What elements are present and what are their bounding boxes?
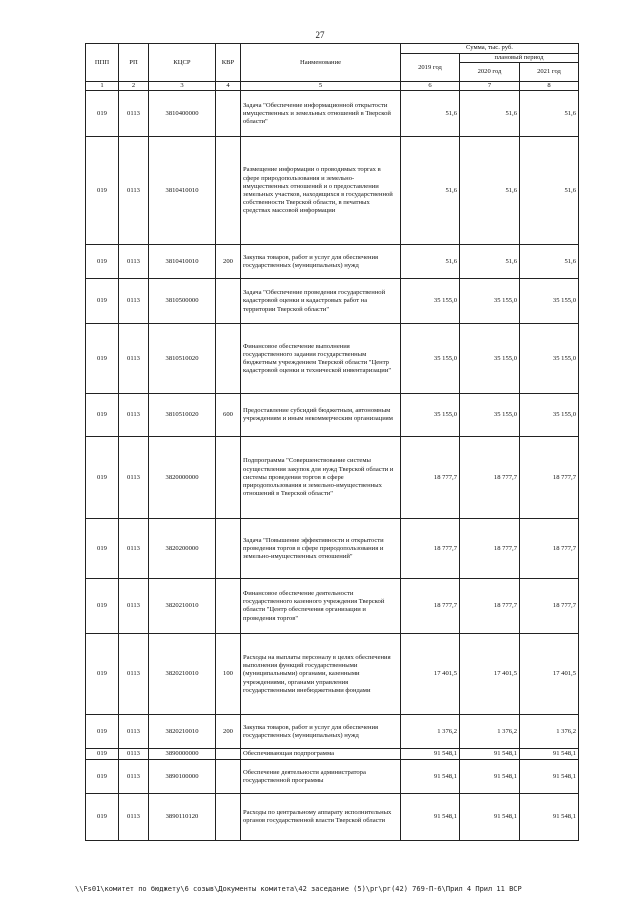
cell-2019: 18 777,7	[401, 519, 460, 579]
cell-2021: 91 548,1	[520, 760, 579, 794]
cell-2021: 35 155,0	[520, 324, 579, 394]
column-index: 3	[149, 82, 216, 91]
table-row	[86, 749, 579, 760]
cell-rp: 0113	[119, 634, 149, 715]
cell-rp: 0113	[119, 245, 149, 279]
cell-kvr	[216, 91, 241, 137]
cell-kcsr: 3810510020	[149, 324, 216, 394]
cell-ppp: 019	[86, 794, 119, 841]
cell-2020: 91 548,1	[460, 794, 520, 841]
cell-rp: 0113	[119, 137, 149, 245]
cell-kvr	[216, 579, 241, 634]
cell-2019: 51,6	[401, 137, 460, 245]
table-row	[86, 579, 579, 634]
cell-name: Обеспечение деятельности администратора государственной программы	[241, 760, 401, 794]
cell-2020: 91 548,1	[460, 760, 520, 794]
cell-ppp: 019	[86, 245, 119, 279]
cell-kcsr: 3810400000	[149, 91, 216, 137]
table-row	[86, 715, 579, 749]
cell-2021: 91 548,1	[520, 749, 579, 760]
cell-name: Задача "Обеспечение информационной открытости имущественных и земельных отношений в Тверской области"	[241, 91, 401, 137]
cell-name: Закупка товаров, работ и услуг для обеспечения государственных (муниципальных) нужд	[241, 715, 401, 749]
cell-2019: 1 376,2	[401, 715, 460, 749]
cell-name: Задача "Обеспечение проведения государственной кадастровой оценки и кадастровых работ на территории Тверской области"	[241, 279, 401, 324]
table-row	[86, 519, 579, 579]
cell-ppp: 019	[86, 519, 119, 579]
column-index: 6	[401, 82, 460, 91]
cell-ppp: 019	[86, 91, 119, 137]
cell-kvr	[216, 279, 241, 324]
cell-2019: 51,6	[401, 245, 460, 279]
cell-2021: 51,6	[520, 91, 579, 137]
header-year-2021: 2021 год	[520, 63, 579, 82]
cell-2020: 35 155,0	[460, 324, 520, 394]
cell-ppp: 019	[86, 749, 119, 760]
header-name: Наименование	[241, 44, 401, 82]
cell-kvr	[216, 760, 241, 794]
cell-rp: 0113	[119, 579, 149, 634]
table-row	[86, 137, 579, 245]
cell-kcsr: 3820210010	[149, 634, 216, 715]
table-row	[86, 760, 579, 794]
cell-ppp: 019	[86, 279, 119, 324]
header-ppp: ППП	[86, 44, 119, 82]
cell-2021: 51,6	[520, 137, 579, 245]
table-row	[86, 279, 579, 324]
cell-ppp: 019	[86, 715, 119, 749]
cell-ppp: 019	[86, 634, 119, 715]
cell-2019: 91 548,1	[401, 760, 460, 794]
cell-2020: 51,6	[460, 245, 520, 279]
cell-2020: 35 155,0	[460, 394, 520, 437]
cell-kvr: 200	[216, 715, 241, 749]
cell-kvr	[216, 749, 241, 760]
cell-2020: 1 376,2	[460, 715, 520, 749]
cell-rp: 0113	[119, 794, 149, 841]
cell-kcsr: 3820200000	[149, 519, 216, 579]
cell-kvr: 600	[216, 394, 241, 437]
cell-name: Размещение информации о проводимых торгах в сфере природопользования и земельно-имущественных отношений и о предоставлении земельных участков, находящихся в государственной собственности Тверской области, в печатных средствах массовой информации	[241, 137, 401, 245]
column-index: 8	[520, 82, 579, 91]
header-year-2019: 2019 год	[401, 54, 460, 82]
cell-2019: 35 155,0	[401, 279, 460, 324]
cell-2021: 18 777,7	[520, 437, 579, 519]
cell-kvr	[216, 437, 241, 519]
cell-kcsr: 3810410010	[149, 245, 216, 279]
cell-rp: 0113	[119, 519, 149, 579]
cell-kcsr: 3890110120	[149, 794, 216, 841]
cell-rp: 0113	[119, 715, 149, 749]
cell-2020: 18 777,7	[460, 519, 520, 579]
table-row	[86, 245, 579, 279]
cell-kvr: 100	[216, 634, 241, 715]
cell-2020: 18 777,7	[460, 437, 520, 519]
cell-2021: 35 155,0	[520, 394, 579, 437]
cell-kvr	[216, 519, 241, 579]
cell-kcsr: 3820210010	[149, 715, 216, 749]
cell-name: Финансовое обеспечение деятельности государственного казенного учреждения Тверской области "Центр обеспечения организации и проведения торгов"	[241, 579, 401, 634]
column-index: 2	[119, 82, 149, 91]
cell-2019: 18 777,7	[401, 579, 460, 634]
cell-2020: 17 401,5	[460, 634, 520, 715]
table-row	[86, 634, 579, 715]
cell-ppp: 019	[86, 394, 119, 437]
cell-kvr: 200	[216, 245, 241, 279]
cell-ppp: 019	[86, 324, 119, 394]
header-kvr: КВР	[216, 44, 241, 82]
header-kcsr: КЦСР	[149, 44, 216, 82]
cell-rp: 0113	[119, 324, 149, 394]
cell-2021: 51,6	[520, 245, 579, 279]
cell-2019: 35 155,0	[401, 324, 460, 394]
cell-2019: 17 401,5	[401, 634, 460, 715]
budget-table	[85, 43, 579, 841]
cell-2019: 91 548,1	[401, 794, 460, 841]
cell-kvr	[216, 324, 241, 394]
table-row	[86, 91, 579, 137]
table-row	[86, 794, 579, 841]
cell-2021: 91 548,1	[520, 794, 579, 841]
table-row	[86, 437, 579, 519]
cell-ppp: 019	[86, 437, 119, 519]
cell-2020: 18 777,7	[460, 579, 520, 634]
cell-name: Подпрограмма "Совершенствование системы осуществления закупок для нужд Тверской области и системы проведения торгов в сфере природопользования и земельно-имущественных отношений в Тверской области"	[241, 437, 401, 519]
column-index: 1	[86, 82, 119, 91]
cell-rp: 0113	[119, 760, 149, 794]
cell-name: Предоставление субсидий бюджетным, автономным учреждениям и иным некоммерческим организациям	[241, 394, 401, 437]
cell-2019: 51,6	[401, 91, 460, 137]
cell-2021: 17 401,5	[520, 634, 579, 715]
column-index-row	[86, 82, 579, 91]
cell-2019: 91 548,1	[401, 749, 460, 760]
header-sum: Сумма, тыс. руб.	[401, 44, 579, 54]
header-rp: РП	[119, 44, 149, 82]
cell-name: Задача "Повышение эффективности и открытости проведения торгов в сфере природопользования и земельно-имущественных отношений"	[241, 519, 401, 579]
cell-kvr	[216, 137, 241, 245]
cell-ppp: 019	[86, 579, 119, 634]
cell-kvr	[216, 794, 241, 841]
column-index: 5	[241, 82, 401, 91]
cell-name: Закупка товаров, работ и услуг для обеспечения государственных (муниципальных) нужд	[241, 245, 401, 279]
cell-name: Расходы по центральному аппарату исполнительных органов государственной власти Тверской области	[241, 794, 401, 841]
table-row	[86, 324, 579, 394]
cell-name: Финансовое обеспечение выполнения государственного задания государственным бюджетным учреждением Тверской области "Центр кадастровой оценки и технической инвентаризации"	[241, 324, 401, 394]
cell-rp: 0113	[119, 394, 149, 437]
cell-kcsr: 3810410010	[149, 137, 216, 245]
cell-2019: 35 155,0	[401, 394, 460, 437]
column-index: 7	[460, 82, 520, 91]
cell-name: Расходы на выплаты персоналу в целях обеспечения выполнения функций государственными (муниципальными) органами, казенными учреждениями, органами управления государственными внебюджетными фондами	[241, 634, 401, 715]
header-plan-period: плановый период	[460, 54, 579, 63]
cell-2021: 18 777,7	[520, 519, 579, 579]
cell-2021: 35 155,0	[520, 279, 579, 324]
header-year-2020: 2020 год	[460, 63, 520, 82]
cell-2020: 91 548,1	[460, 749, 520, 760]
cell-ppp: 019	[86, 760, 119, 794]
cell-kcsr: 3820000000	[149, 437, 216, 519]
cell-2020: 51,6	[460, 91, 520, 137]
cell-2021: 1 376,2	[520, 715, 579, 749]
cell-2020: 51,6	[460, 137, 520, 245]
cell-kcsr: 3820210010	[149, 579, 216, 634]
cell-rp: 0113	[119, 91, 149, 137]
cell-kcsr: 3810510020	[149, 394, 216, 437]
cell-rp: 0113	[119, 437, 149, 519]
cell-2019: 18 777,7	[401, 437, 460, 519]
cell-kcsr: 3890100000	[149, 760, 216, 794]
cell-kcsr: 3810500000	[149, 279, 216, 324]
cell-2020: 35 155,0	[460, 279, 520, 324]
cell-kcsr: 3890000000	[149, 749, 216, 760]
cell-rp: 0113	[119, 749, 149, 760]
cell-rp: 0113	[119, 279, 149, 324]
file-path-footer: \\Fs01\комитет по бюджету\6 созыв\Документы комитета\42 заседание (5)\рг\рг(42) 769-П-6\Прил 4 Прил 11 ВСР	[75, 885, 522, 893]
table-row	[86, 394, 579, 437]
cell-ppp: 019	[86, 137, 119, 245]
column-index: 4	[216, 82, 241, 91]
cell-name: Обеспечивающая подпрограмма	[241, 749, 401, 760]
cell-2021: 18 777,7	[520, 579, 579, 634]
page-number: 27	[315, 30, 325, 40]
